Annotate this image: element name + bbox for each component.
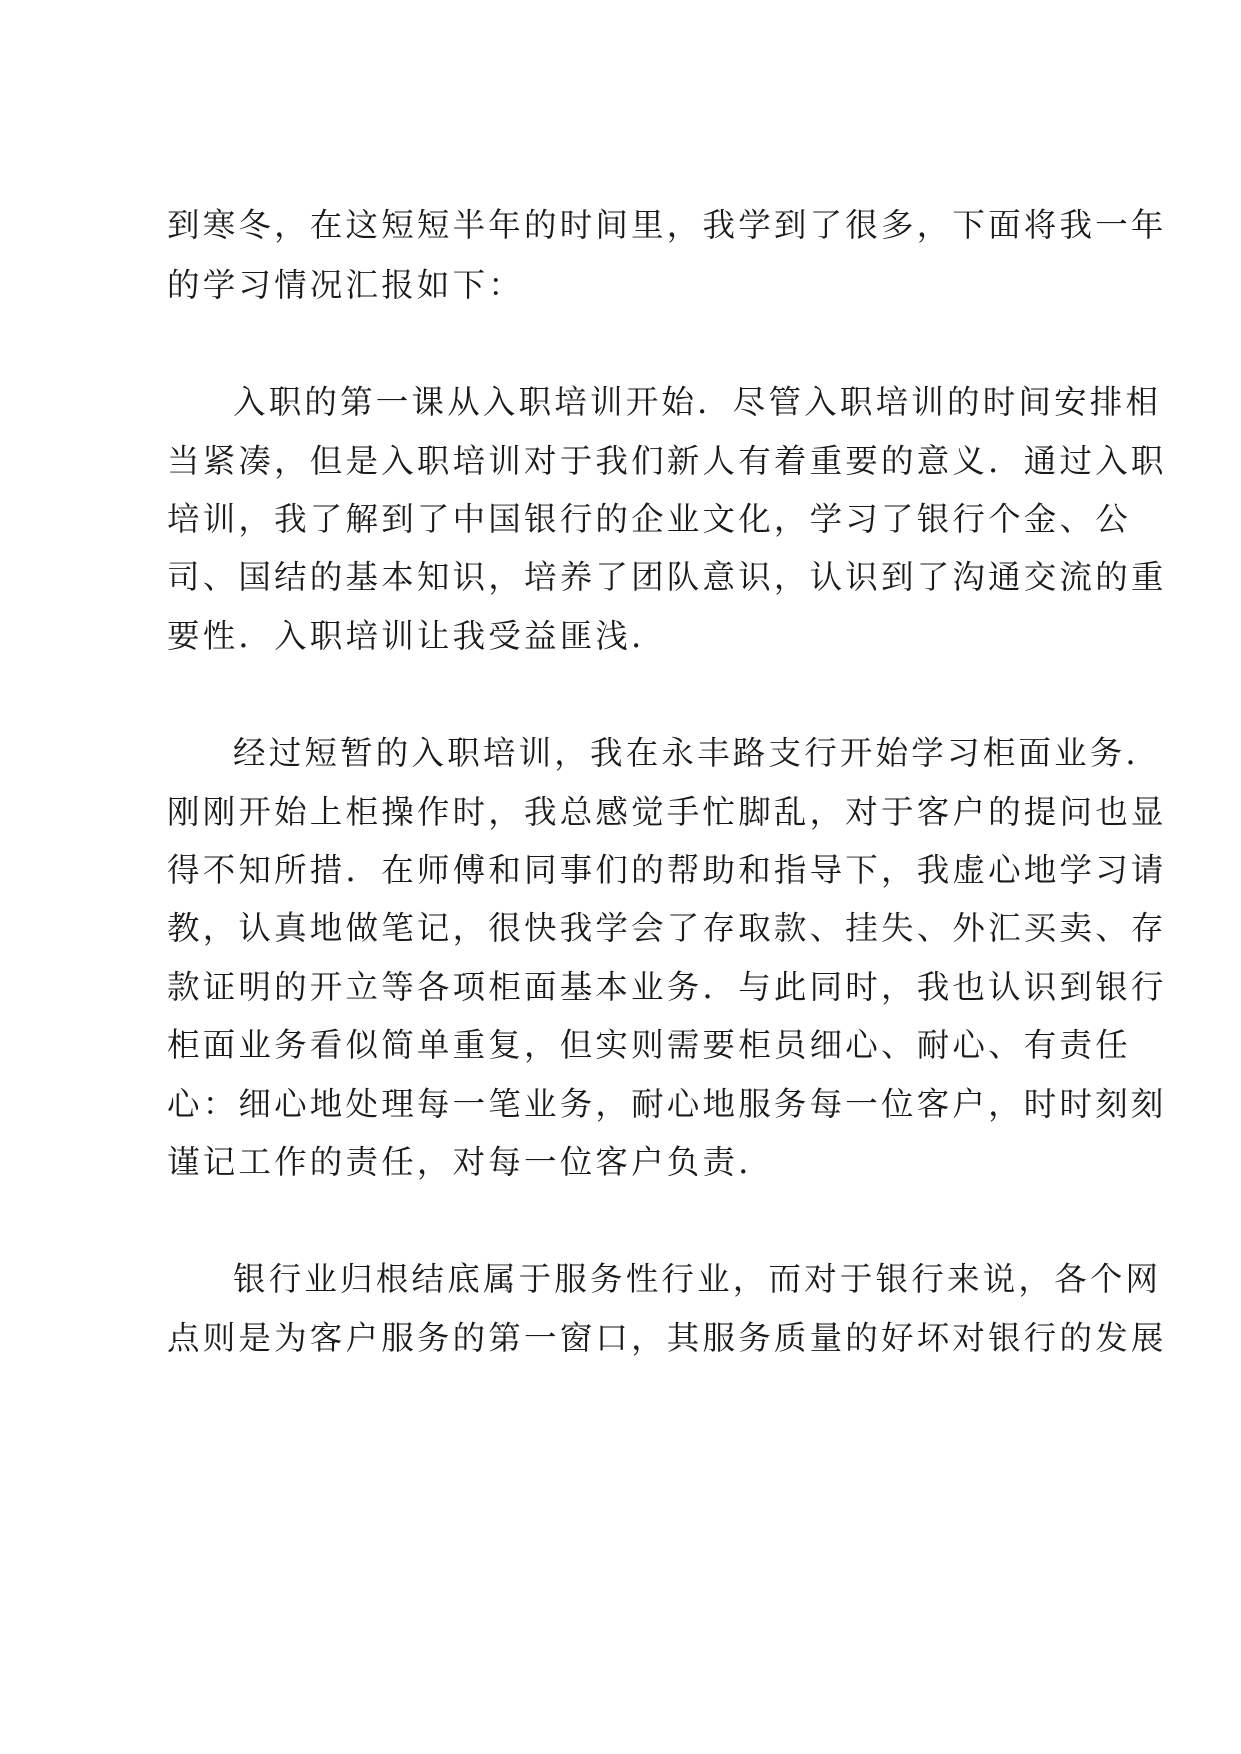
paragraph-1-line-2: 的学习情况汇报如下： xyxy=(167,266,525,304)
paragraph-2-line-4: 司、国结的基本知识，培养了团队意识，认识到了沟通交流的重 xyxy=(167,558,1167,596)
paragraph-3-line-7: 心：细心地处理每一笔业务，耐心地服务每一位客户，时时刻刻 xyxy=(167,1085,1167,1123)
paragraph-3-line-6: 柜面业务看似简单重复，但实则需要柜员细心、耐心、有责任 xyxy=(167,1026,1131,1064)
paragraph-3-line-3: 得不知所措．在师傅和同事们的帮助和指导下，我虚心地学习请 xyxy=(167,851,1167,889)
paragraph-3-line-8: 谨记工作的责任，对每一位客户负责． xyxy=(167,1143,774,1181)
paragraph-2-line-1: 入职的第一课从入职培训开始．尽管入职培训的时间安排相 xyxy=(233,383,1162,421)
paragraph-4-line-1: 银行业归根结底属于服务性行业，而对于银行来说，各个网 xyxy=(233,1260,1162,1298)
paragraph-3-line-1: 经过短暂的入职培训，我在永丰路支行开始学习柜面业务． xyxy=(233,734,1162,772)
paragraph-2-line-5: 要性．入职培训让我受益匪浅． xyxy=(167,617,667,655)
paragraph-2-line-3: 培训，我了解到了中国银行的企业文化，学习了银行个金、公 xyxy=(167,500,1131,538)
paragraph-2-line-2: 当紧凑，但是入职培训对于我们新人有着重要的意义．通过入职 xyxy=(167,442,1167,480)
paragraph-3-line-5: 款证明的开立等各项柜面基本业务．与此同时，我也认识到银行 xyxy=(167,968,1167,1006)
paragraph-1-line-1: 到寒冬，在这短短半年的时间里，我学到了很多，下面将我一年 xyxy=(167,206,1167,244)
paragraph-4-line-2: 点则是为客户服务的第一窗口，其服务质量的好坏对银行的发展 xyxy=(167,1319,1167,1357)
paragraph-3-line-4: 教，认真地做笔记，很快我学会了存取款、挂失、外汇买卖、存 xyxy=(167,909,1167,947)
paragraph-3-line-2: 刚刚开始上柜操作时，我总感觉手忙脚乱，对于客户的提问也显 xyxy=(167,793,1167,831)
